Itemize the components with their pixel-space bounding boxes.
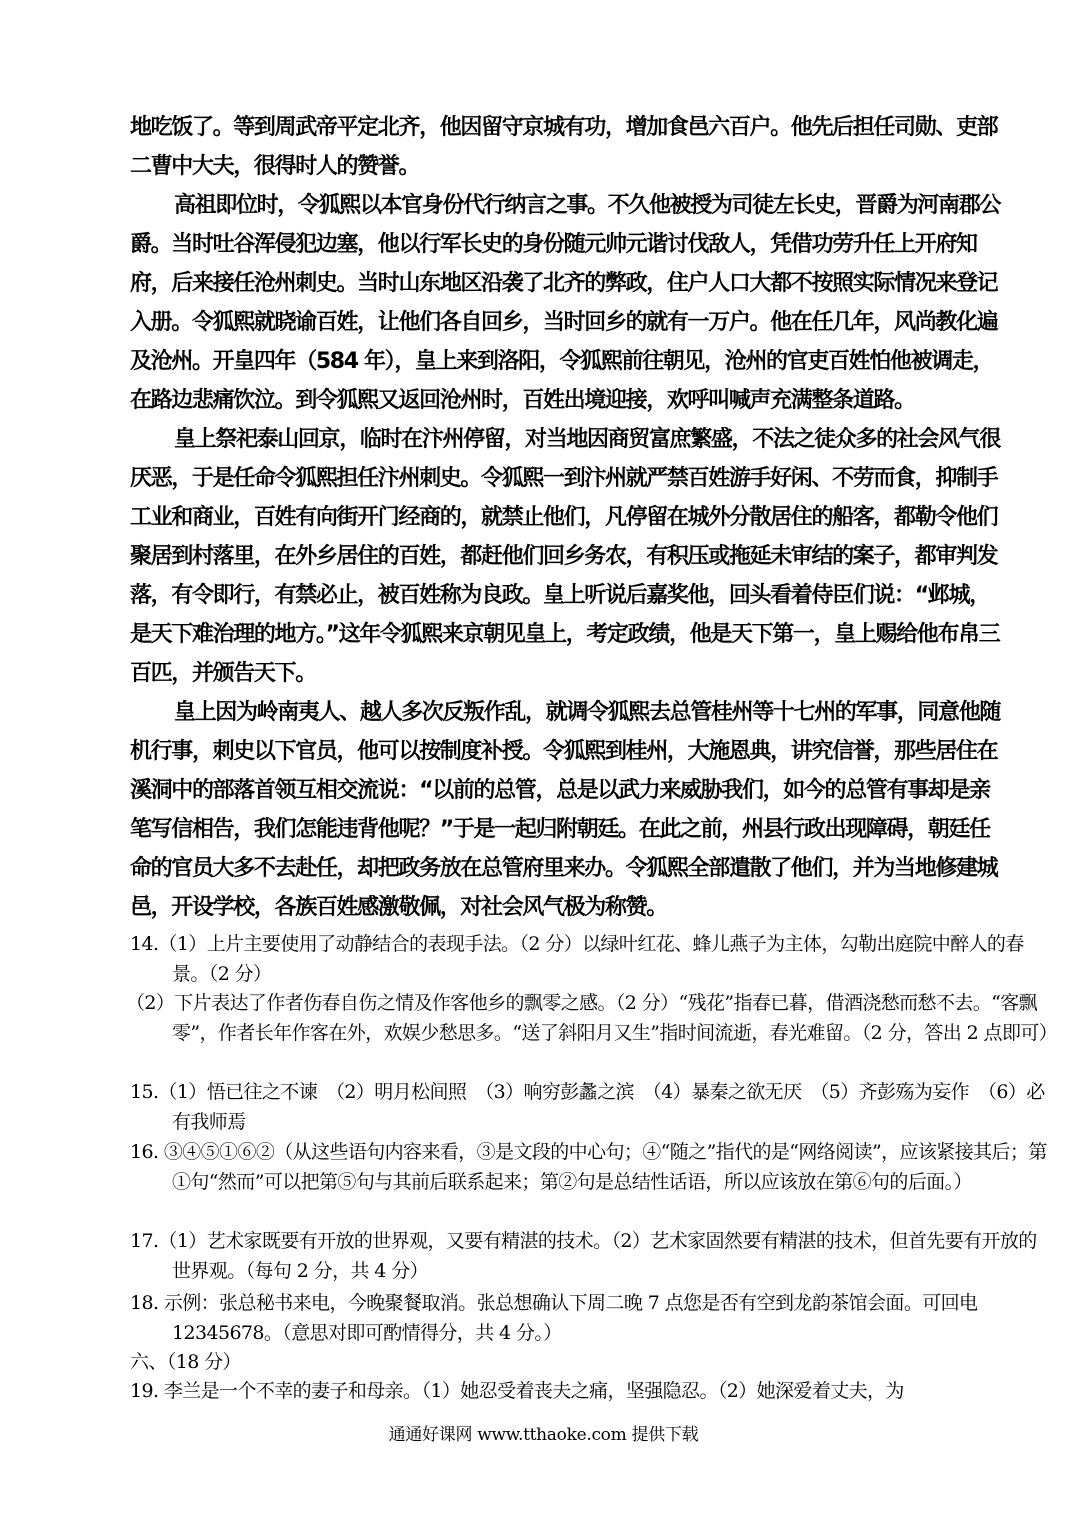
answer-15: 15.（1）悟已往之不谏 （2）明月松间照 （3）响穷彭蠡之滨 （4）暴秦之欲无厌 （5）齐彭殇为妄作 （6）必有我师焉	[130, 1081, 1045, 1133]
answer-14-2: （2）下片表达了作者伤春自伤之情及作客他乡的飘零之感。（2 分）“残花”指春已暮，借酒浇愁而愁不去。“客飘零”，作者长年作客在外，欢娱少愁思多。“送了斜阳月又生”指时间流逝，春光难留。（2 分，答出 2 点即可）	[126, 992, 1058, 1044]
translation-paragraph-2: 高祖即位时，令狐熙以本官身份代行纳言之事。不久他被授为司徒左长史，晋爵为河南郡公爵。当时吐谷浑侵犯边塞，他以行军长史的身份随元帅元谐讨伐敌人，凭借功劳升任上开府知府，后来接任沧州刺史。当时山东地区沿袭了北齐的弊政，住户人口大都不按照实际情况来登记入册。令狐熙就晓谕百姓，让他们各自回乡，当时回乡的就有一万户。他在任几年，风尚教化遍及沧州。开皇四年（584 年），皇上来到洛阳，令狐熙前往朝见，沧州的官吏百姓怕他被调走，在路边悲痛饮泣。到令狐熙又返回沧州时，百姓出境迎接，欢呼叫喊声充满整条道路。	[130, 193, 1001, 413]
answer-16: 16. ③④⑤①⑥②（从这些语句内容来看，③是文段的中心句；④“随之”指代的是“网络阅读”，应该紧接其后；第①句“然而”可以把第⑤句与其前后联系起来；第②句是总结性话语，所以应该放在第⑥句的后面。）	[130, 1141, 1047, 1193]
answer-19: 19. 李兰是一个不幸的妻子和母亲。（1）她忍受着丧夫之痛，坚强隐忍。（2）她深爱着丈夫，为	[130, 1380, 904, 1402]
answer-14-1: 14.（1）上片主要使用了动静结合的表现手法。（2 分）以绿叶红花、蜂儿燕子为主体，勾勒出庭院中醉人的春景。（2 分）	[130, 933, 1024, 985]
translation-paragraph-1: 地吃饭了。等到周武帝平定北齐，他因留守京城有功，增加食邑六百户。他先后担任司勋、吏部二曹中大夫，很得时人的赞誉。	[130, 115, 998, 179]
translation-paragraph-3: 皇上祭祀泰山回京，临时在汴州停留，对当地因商贸富庶繁盛，不法之徒众多的社会风气很厌恶，于是任命令狐熙担任汴州刺史。令狐熙一到汴州就严禁百姓游手好闲、不劳而食，抑制手工业和商业，百姓有向街开门经商的，就禁止他们，凡停留在城外分散居住的船客，都勒令他们聚居到村落里，在外乡居住的百姓，都赶他们回乡务农，有积压或拖延未审结的案子，都审判发落，有令即行，有禁必止，被百姓称为良政。皇上听说后嘉奖他，回头看着侍臣们说：“邺城，是天下难治理的地方。”这年令狐熙来京朝见皇上，考定政绩，他是天下第一，皇上赐给他布帛三百匹，并颁告天下。	[130, 427, 1001, 686]
section-6-heading: 六、（18 分）	[130, 1351, 241, 1373]
answer-17: 17.（1）艺术家既要有开放的世界观，又要有精湛的技术。（2）艺术家固然要有精湛的技术，但首先要有开放的世界观。（每句 2 分，共 4 分）	[130, 1230, 1037, 1282]
translation-paragraph-4: 皇上因为岭南夷人、越人多次反叛作乱，就调令狐熙去总管桂州等十七州的军事，同意他随机行事，刺史以下官员，他可以按制度补授。令狐熙到桂州，大施恩典，讲究信誉，那些居住在溪洞中的部落首领互相交流说：“以前的总管，总是以武力来威胁我们，如今的总管有事却是亲笔写信相告，我们怎能违背他呢？”于是一起归附朝廷。在此之前，州县行政出现障碍，朝廷任命的官员大多不去赴任，却把政务放在总管府里来办。令狐熙全部遣散了他们，并为当地修建城邑，开设学校，各族百姓感激敬佩，对社会风气极为称赞。	[130, 700, 1001, 920]
answer-18: 18. 示例：张总秘书来电，今晚聚餐取消。张总想确认下周二晚 7 点您是否有空到龙韵茶馆会面。可回电 12345678。（意思对即可酌情得分，共 4 分。）	[130, 1292, 978, 1344]
footer-download-note: 通通好课网 www.tthaoke.com 提供下载	[388, 1425, 699, 1445]
